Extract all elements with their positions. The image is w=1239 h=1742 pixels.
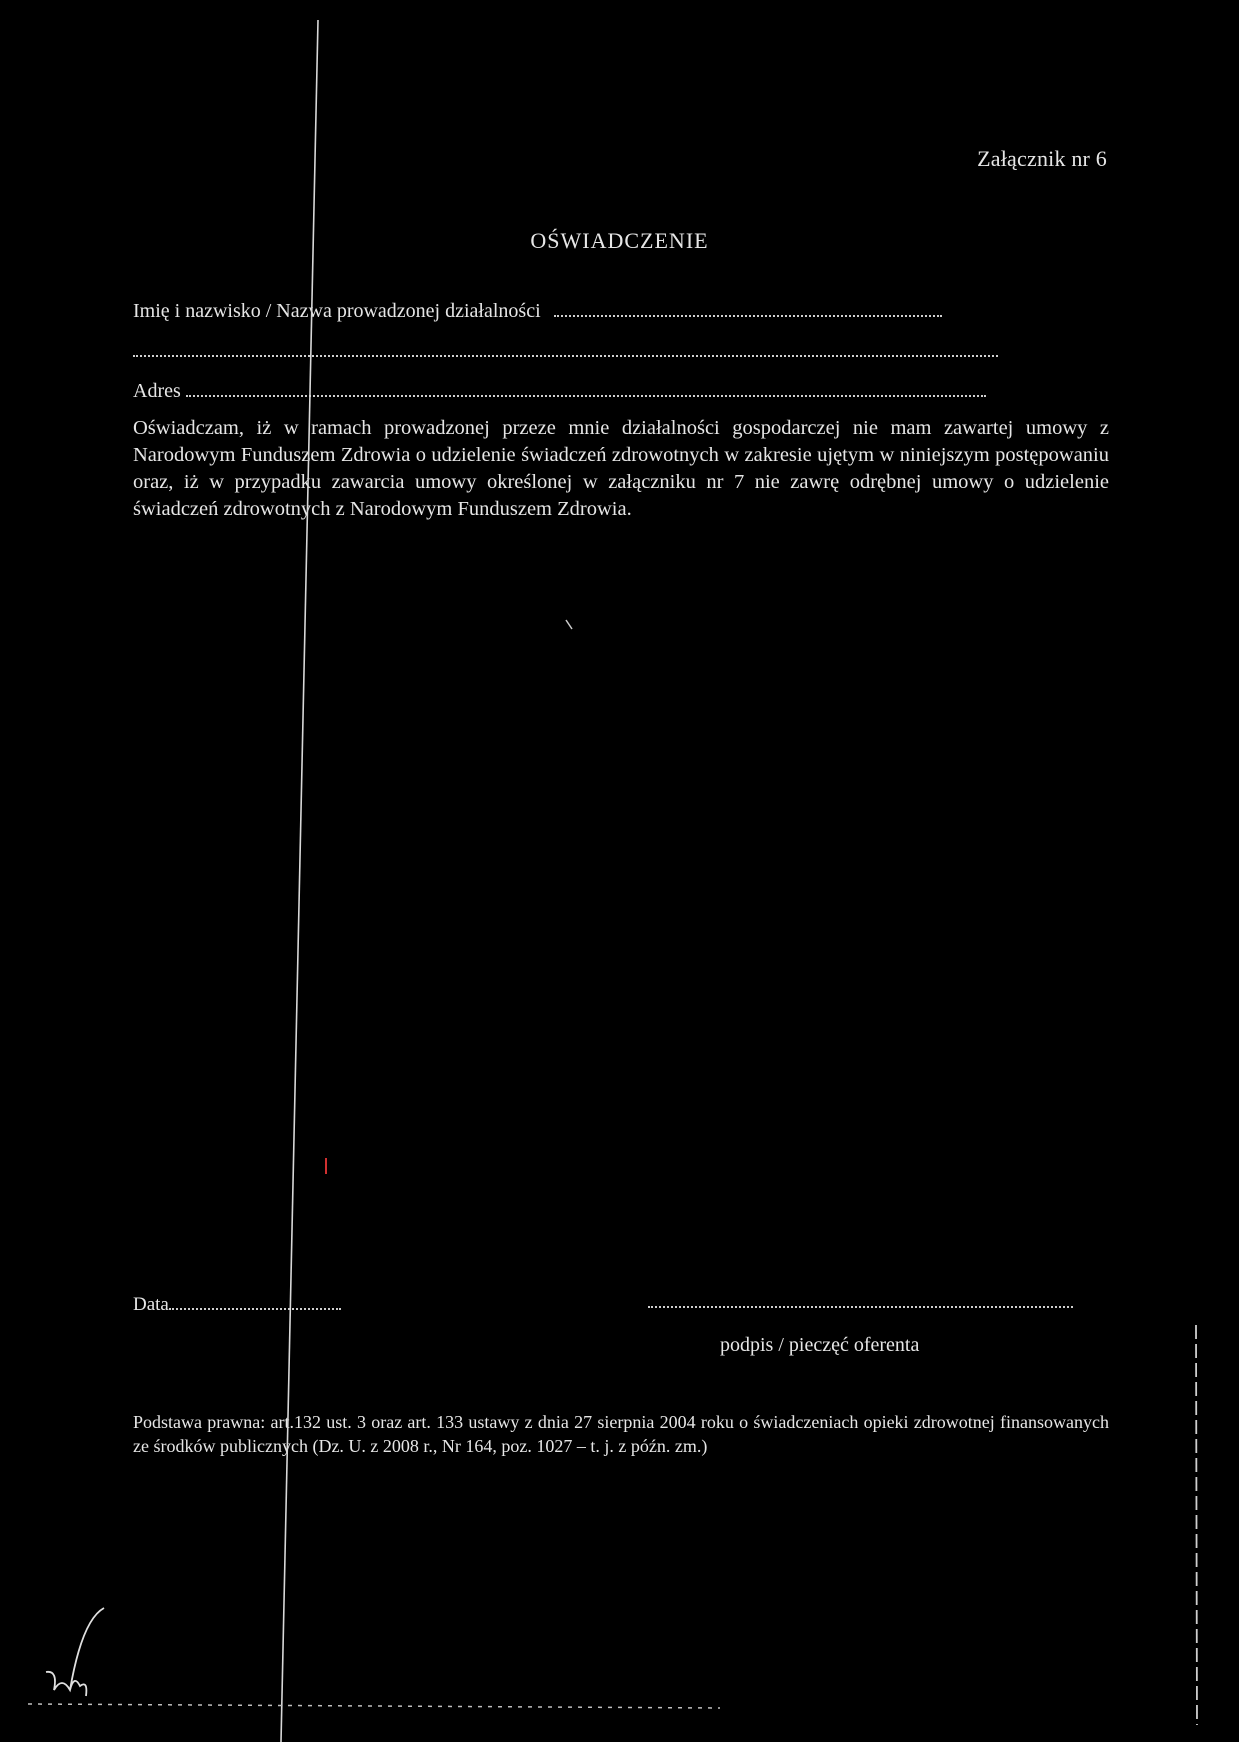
scan-bottom-dashes <box>28 1704 720 1708</box>
document-title: OŚWIADCZENIE <box>530 228 709 253</box>
statement-text: Oświadczam, iż w ramach prowadzonej przeze mnie działalności gospodarczej nie mam zawartej umowy z Narodowym Funduszem Zdrowia o udzielenie świadczeń zdrowotnych w zakresie ujętym w niniejszym postępowaniu oraz, iż w przypadku zawarcia umowy określonej w załączniku nr 7 nie zawrę odrębnej umowy o udzielenie świadczeń zdrowotnych z Narodowym Funduszem Zdrowia. <box>133 417 1109 520</box>
legal-basis-text: Podstawa prawna: art.132 ust. 3 oraz art. 133 ustawy z dnia 27 sierpnia 2004 roku o świadczeniach opieki zdrowotnej finansowanych ze środków publicznych (Dz. U. z 2008 r., Nr 164, poz. 1027 – t. j. z późn. zm.) <box>133 1412 1109 1456</box>
handwritten-initials <box>46 1608 104 1696</box>
attachment-label: Załącznik nr 6 <box>977 146 1107 171</box>
signature-caption: podpis / pieczęć oferenta <box>720 1334 920 1356</box>
scan-stray-mark <box>566 620 572 629</box>
name-field-label: Imię i nazwisko / Nazwa prowadzonej działalności <box>133 300 541 322</box>
scan-right-edge-line <box>1196 1325 1197 1725</box>
address-field-label: Adres <box>133 380 181 402</box>
scan-vertical-line <box>281 20 318 1742</box>
date-field-label: Data <box>133 1294 169 1315</box>
